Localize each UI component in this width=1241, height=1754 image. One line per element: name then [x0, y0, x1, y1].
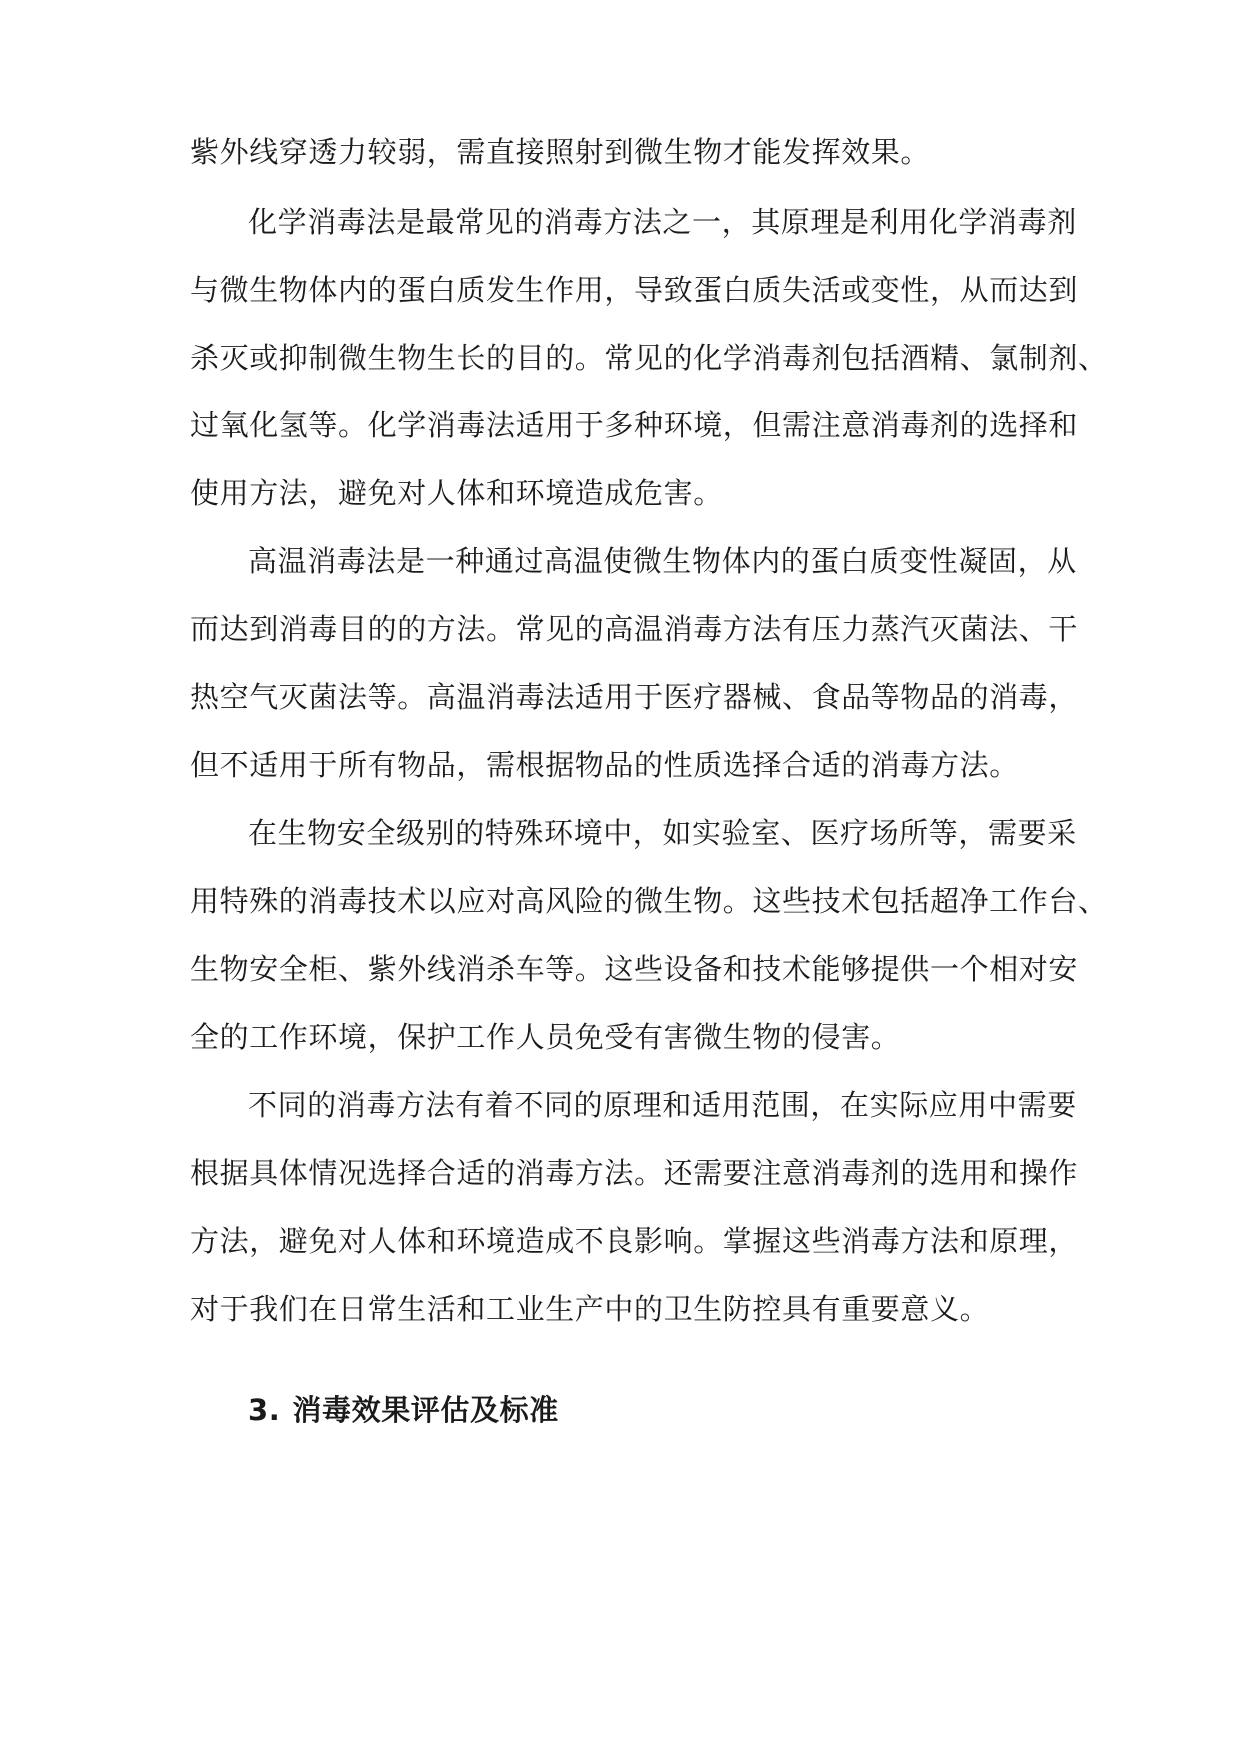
- paragraph-line: 对于我们在日常生活和工业生产中的卫生防控具有重要意义。: [190, 1292, 990, 1326]
- paragraph-line: 热空气灭菌法等。高温消毒法适用于医疗器械、食品等物品的消毒，: [190, 680, 1079, 714]
- paragraph-line: 使用方法，避免对人体和环境造成危害。: [190, 476, 723, 510]
- paragraph-line: 化学消毒法是最常见的消毒方法之一，其原理是利用化学消毒剂: [248, 205, 1077, 239]
- section-number: 3.: [248, 1393, 281, 1427]
- section-heading: [248, 1390, 559, 1430]
- section-title: 消毒效果评估及标准: [292, 1393, 559, 1427]
- paragraph-line: 不同的消毒方法有着不同的原理和适用范围，在实际应用中需要: [248, 1088, 1077, 1122]
- paragraph-line: 而达到消毒目的的方法。常见的高温消毒方法有压力蒸汽灭菌法、干: [190, 612, 1079, 646]
- paragraph-line: 方法，避免对人体和环境造成不良影响。掌握这些消毒方法和原理，: [190, 1224, 1079, 1258]
- paragraph-line: 根据具体情况选择合适的消毒方法。还需要注意消毒剂的选用和操作: [190, 1156, 1079, 1190]
- paragraph-line: 与微生物体内的蛋白质发生作用，导致蛋白质失活或变性，从而达到: [190, 273, 1079, 307]
- paragraph-line: 杀灭或抑制微生物生长的目的。常见的化学消毒剂包括酒精、氯制剂、: [190, 341, 1108, 375]
- paragraph-line: 全的工作环境，保护工作人员免受有害微生物的侵害。: [190, 1020, 901, 1054]
- paragraph-line: 在生物安全级别的特殊环境中，如实验室、医疗场所等，需要采: [248, 816, 1077, 850]
- paragraph-line: 生物安全柜、紫外线消杀车等。这些设备和技术能够提供一个相对安: [190, 952, 1079, 986]
- paragraph-line: 高温消毒法是一种通过高温使微生物体内的蛋白质变性凝固，从: [248, 544, 1077, 578]
- paragraph-line: 但不适用于所有物品，需根据物品的性质选择合适的消毒方法。: [190, 748, 1019, 782]
- paragraph-line: 紫外线穿透力较弱，需直接照射到微生物才能发挥效果。: [190, 135, 931, 169]
- paragraph-line: 过氧化氢等。化学消毒法适用于多种环境，但需注意消毒剂的选择和: [190, 408, 1079, 442]
- paragraph-line: 用特殊的消毒技术以应对高风险的微生物。这些技术包括超净工作台、: [190, 884, 1108, 918]
